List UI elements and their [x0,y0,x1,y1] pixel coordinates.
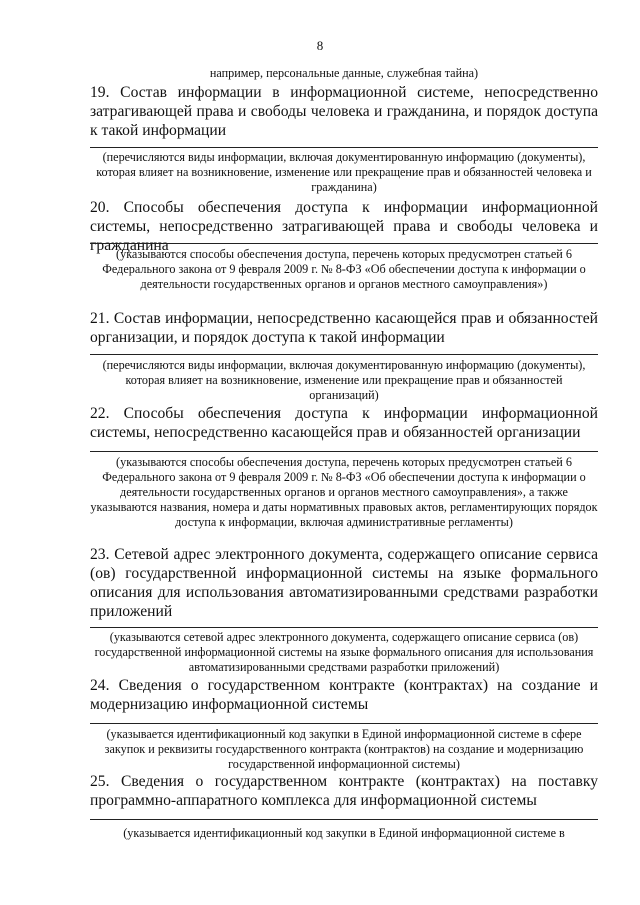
fill-line [90,147,598,148]
fill-line [90,627,598,628]
section-25-note: (указывается идентификационный код закупки в Единой информационной системе в [123,826,565,840]
section-21-note: (перечисляются виды информации, включая документированную информацию (документы), которая влияет на возникновение, изменение или прекращение прав и обязанностей организаций) [102,358,586,402]
section-23-heading: 23. Сетевой адрес электронного документа, содержащего описание сервиса (ов) государственной информационной системы на языке формального описания для использования автоматизированными средствами разработки приложений [90,546,598,620]
section-22-note: (указываются способы обеспечения доступа, перечень которых предусмотрен статьей 6 Федерального закона от 9 февраля 2009 г. № 8-ФЗ «Об обеспечении доступа к информации о деятельности государственных органов и органов местного самоуправления», а также указываются названия, номера и даты нормативных правовых актов, регламентирующих порядок доступа к информации, включая административные регламенты) [90,455,598,529]
fill-line [90,243,598,244]
section-19-heading: 19. Состав информации в информационной системе, непосредственно затрагивающей права и свободы человека и гражданина, и порядок доступа к такой информации [90,84,598,139]
section-24-heading: 24. Сведения о государственном контракте (контрактах) на создание и модернизацию информационной системы [90,677,598,713]
section-22-heading: 22. Способы обеспечения доступа к информации информационной системы, непосредственно касающейся прав и обязанностей организации [90,405,598,441]
fill-line [90,723,598,724]
fill-line [90,451,598,452]
fill-line [90,354,598,355]
section-25-heading: 25. Сведения о государственном контракте (контрактах) на поставку программно-аппаратного комплекса для информационной системы [90,773,598,809]
section-20-note: (указываются способы обеспечения доступа, перечень которых предусмотрен статьей 6 Федерального закона от 9 февраля 2009 г. № 8-ФЗ «Об обеспечении доступа к информации о деятельности государственных органов и органов местного самоуправления») [102,247,586,291]
section-24-note: (указывается идентификационный код закупки в Единой информационной системе в сфере закупок и реквизиты государственного контракта (контрактов) на создание и модернизацию государственной информационной системы) [104,727,584,771]
section-20-heading: 20. Способы обеспечения доступа к информации информационной системы, непосредственно затрагивающей права и свободы человека и гражданина [90,199,598,254]
section-19-note: (перечисляются виды информации, включая документированную информацию (документы), которая влияет на возникновение, изменение или прекращение прав и обязанностей человека и гражданина) [96,150,592,194]
intro-note: например, персональные данные, служебная тайна) [209,66,479,80]
section-23-note: (указываются сетевой адрес электронного документа, содержащего описание сервиса (ов) государственной информационной системы на языке формального описания для использования автоматизированными средствами разработки приложений) [94,630,594,674]
fill-line [90,819,598,820]
page-number: 8 [316,38,324,53]
section-21-heading: 21. Состав информации, непосредственно касающейся прав и обязанностей организации, и порядок доступа к такой информации [90,310,598,346]
